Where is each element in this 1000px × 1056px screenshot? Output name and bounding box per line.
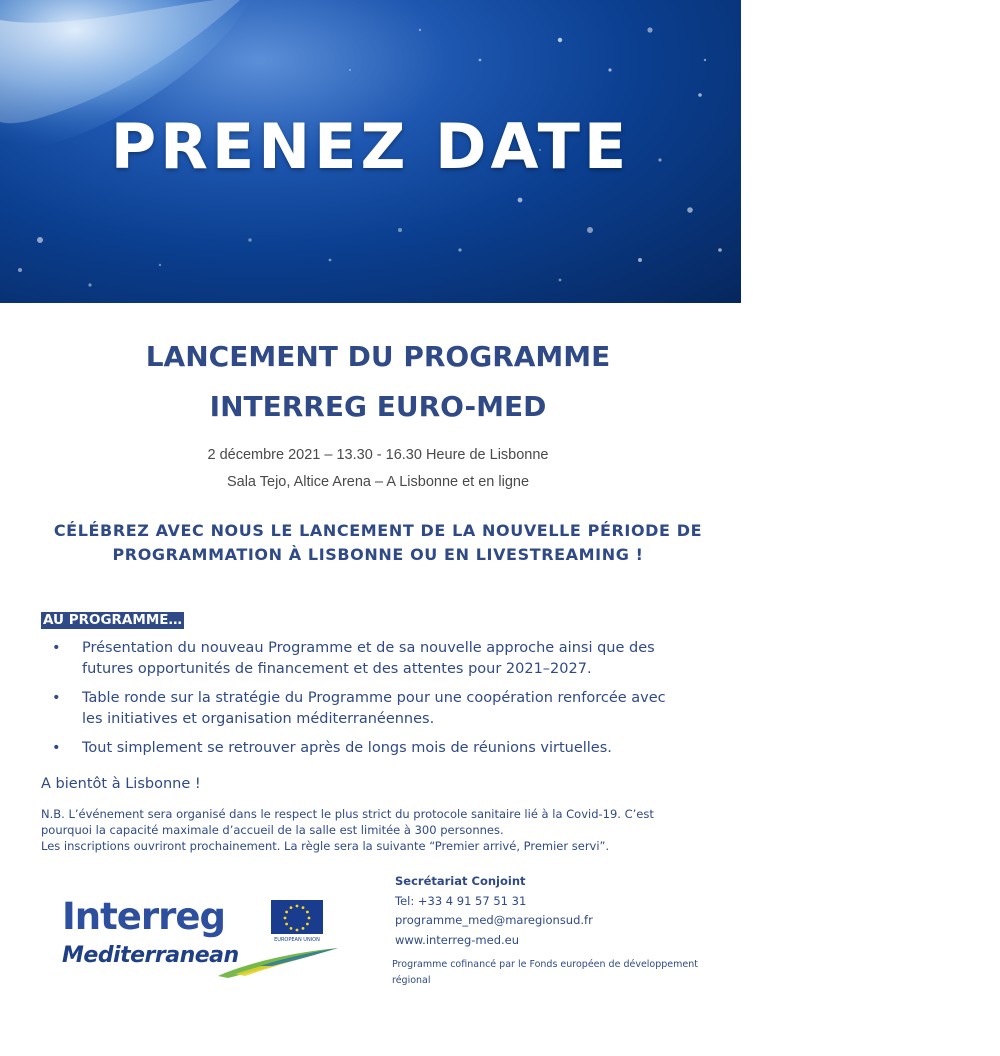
contact-block xyxy=(395,872,593,950)
contact-website-link[interactable]: www.interreg-med.eu xyxy=(395,932,520,947)
closing-text: A bientôt à Lisbonne ! xyxy=(41,776,201,792)
programme-heading: AU PROGRAMME… xyxy=(43,612,182,628)
event-title-line1: LANCEMENT DU PROGRAMME xyxy=(145,340,611,373)
programme-item-line: Table ronde sur la stratégie du Programme pour une coopération renforcée avec xyxy=(82,690,666,706)
programme-item xyxy=(40,688,700,729)
contact-heading: Secrétariat Conjoint xyxy=(395,874,526,888)
svg-text:Interreg: Interreg xyxy=(62,896,225,938)
celebrate-line2: PROGRAMMATION À LISBONNE OU EN LIVESTREAMING ! xyxy=(112,545,644,564)
programme-item-line: futures opportunités de financement et des attentes pour 2021–2027. xyxy=(82,660,592,677)
programme-item xyxy=(40,638,700,679)
svg-text:Mediterranean: Mediterranean xyxy=(62,943,239,968)
interreg-logo xyxy=(60,896,350,986)
event-title-line2: INTERREG EURO-MED xyxy=(209,390,547,423)
programme-item-line: Présentation du nouveau Programme et de sa nouvelle approche ainsi que des xyxy=(82,640,655,656)
celebrate-callout xyxy=(40,519,716,567)
programme-list xyxy=(40,638,700,768)
programme-item-line: les initiatives et organisation méditerranéennes. xyxy=(82,710,435,727)
celebrate-line1: CÉLÉBREZ AVEC NOUS LE LANCEMENT DE LA NOUVELLE PÉRIODE DE xyxy=(53,521,703,540)
bullet-icon: • xyxy=(52,640,61,656)
contact-phone: Tel: +33 4 91 57 51 31 xyxy=(395,893,527,908)
event-date: 2 décembre 2021 – 13.30 - 16.30 Heure de Lisbonne xyxy=(207,447,549,463)
note-block xyxy=(41,806,721,854)
note-line: N.B. L’événement sera organisé dans le respect le plus strict du protocole sanitaire lié à la Covid-19. C’est xyxy=(41,807,654,821)
cofinance-note: Programme cofinancé par le Fonds européen de développement régional xyxy=(392,959,698,986)
banner-image xyxy=(0,0,741,303)
event-venue: Sala Tejo, Altice Arena – A Lisbonne et en ligne xyxy=(226,474,530,490)
note-line: Les inscriptions ouvriront prochainement. La règle sera la suivante “Premier arrivé, Premier servi”. xyxy=(41,839,610,853)
banner-title: PRENEZ DATE xyxy=(110,110,631,183)
note-line: pourquoi la capacité maximale d’accueil de la salle est limitée à 300 personnes. xyxy=(41,823,504,837)
bullet-icon: • xyxy=(52,690,61,706)
contact-email-link[interactable]: programme_med@maregionsud.fr xyxy=(395,913,593,927)
programme-item xyxy=(40,738,700,759)
bullet-icon: • xyxy=(52,740,61,756)
programme-item-line: Tout simplement se retrouver après de longs mois de réunions virtuelles. xyxy=(82,740,612,756)
interreg-logo-graphic xyxy=(60,896,350,986)
eu-label: EUROPEAN UNION xyxy=(274,937,320,943)
